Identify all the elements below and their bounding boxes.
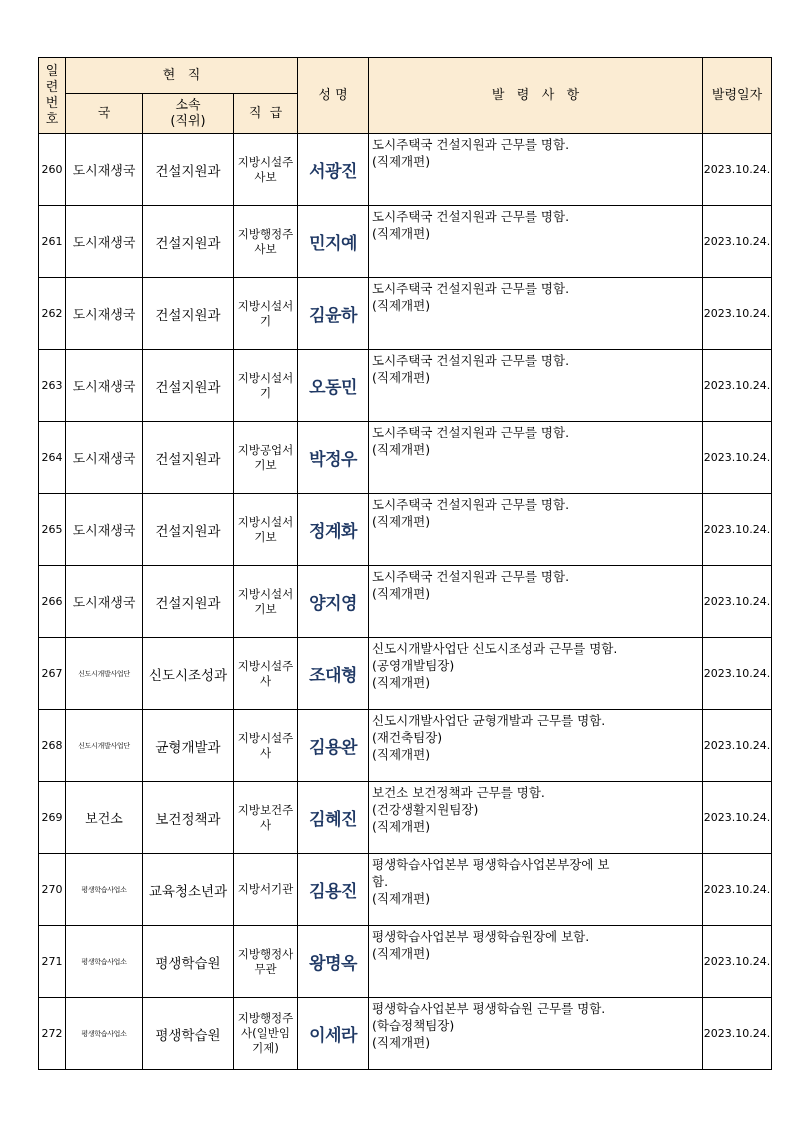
order-line: 도시주택국 건설지원과 근무를 명함. xyxy=(372,353,570,368)
affiliation-cell: 교육청소년과 xyxy=(143,854,234,926)
rank-line: 사 xyxy=(259,817,272,832)
rank-line: 지방행정주 xyxy=(237,226,294,241)
bureau-cell: 평생학습사업소 xyxy=(66,854,143,926)
order-line: (직제개편) xyxy=(372,154,431,169)
order-date-cell: 2023.10.24. xyxy=(703,566,772,638)
rank-line: 기보 xyxy=(254,529,277,544)
order-description-cell xyxy=(369,638,703,710)
serial-number-cell: 271 xyxy=(39,926,66,998)
serial-number-cell: 265 xyxy=(39,494,66,566)
bureau-cell: 평생학습사업소 xyxy=(66,998,143,1070)
order-date-cell: 2023.10.24. xyxy=(703,206,772,278)
rank-line: 지방시설주 xyxy=(237,658,294,673)
rank-line: 사보 xyxy=(254,241,277,256)
order-line: 평생학습사업본부 평생학습사업본부장에 보 xyxy=(372,857,610,872)
table-row xyxy=(39,782,772,854)
order-line: 도시주택국 건설지원과 근무를 명함. xyxy=(372,209,570,224)
table-row xyxy=(39,206,772,278)
order-line: (재건축팀장) xyxy=(372,730,443,745)
order-line: 신도시개발사업단 신도시조성과 근무를 명함. xyxy=(372,641,618,656)
order-line: (직제개편) xyxy=(372,675,431,690)
rank-cell xyxy=(234,278,298,350)
order-date-cell: 2023.10.24. xyxy=(703,638,772,710)
person-name-cell: 이세라 xyxy=(298,998,369,1070)
order-line: 도시주택국 건설지원과 근무를 명함. xyxy=(372,569,570,584)
bureau-cell: 도시재생국 xyxy=(66,494,143,566)
order-line: 신도시개발사업단 균형개발과 근무를 명함. xyxy=(372,713,606,728)
rank-line: 지방행정주 xyxy=(237,1011,294,1025)
rank-line: 지방시설주 xyxy=(237,154,294,169)
order-description-cell xyxy=(369,926,703,998)
person-name-cell: 김혜진 xyxy=(298,782,369,854)
bureau-cell: 도시재생국 xyxy=(66,422,143,494)
table-row xyxy=(39,854,772,926)
person-name-cell: 정계화 xyxy=(298,494,369,566)
table-row xyxy=(39,134,772,206)
table-row xyxy=(39,278,772,350)
affiliation-cell: 건설지원과 xyxy=(143,134,234,206)
order-line: (학습정책팀장) xyxy=(372,1018,455,1033)
table-row xyxy=(39,566,772,638)
rank-line: 사보 xyxy=(254,169,277,184)
person-name-cell: 양지영 xyxy=(298,566,369,638)
table-row xyxy=(39,638,772,710)
rank-line: 사 xyxy=(259,745,272,760)
order-description-cell xyxy=(369,494,703,566)
person-name-cell: 조대형 xyxy=(298,638,369,710)
rank-cell xyxy=(234,926,298,998)
bureau-cell: 보건소 xyxy=(66,782,143,854)
bureau-cell: 평생학습사업소 xyxy=(66,926,143,998)
bureau-cell: 신도시개발사업단 xyxy=(66,638,143,710)
serial-number-cell: 264 xyxy=(39,422,66,494)
affiliation-cell: 신도시조성과 xyxy=(143,638,234,710)
order-line: (직제개편) xyxy=(372,226,431,241)
order-line: 도시주택국 건설지원과 근무를 명함. xyxy=(372,497,570,512)
order-line: (건강생활지원팀장) xyxy=(372,802,479,817)
affiliation-cell: 건설지원과 xyxy=(143,206,234,278)
order-line: 도시주택국 건설지원과 근무를 명함. xyxy=(372,137,570,152)
affiliation-cell: 건설지원과 xyxy=(143,350,234,422)
serial-number-cell: 262 xyxy=(39,278,66,350)
order-line: 도시주택국 건설지원과 근무를 명함. xyxy=(372,425,570,440)
header-current-post: 현 직 xyxy=(66,58,298,94)
affiliation-cell: 건설지원과 xyxy=(143,494,234,566)
rank-cell xyxy=(234,998,298,1070)
order-line: (직제개편) xyxy=(372,298,431,313)
rank-line: 무관 xyxy=(254,961,277,976)
rank-line: 지방시설서 xyxy=(237,298,294,313)
order-description-cell xyxy=(369,998,703,1070)
table-row xyxy=(39,350,772,422)
serial-number-cell: 263 xyxy=(39,350,66,422)
rank-line: 지방시설서 xyxy=(237,370,294,385)
affiliation-cell: 건설지원과 xyxy=(143,566,234,638)
rank-line: 지방시설주 xyxy=(237,730,294,745)
person-name-cell: 왕명옥 xyxy=(298,926,369,998)
rank-cell xyxy=(234,710,298,782)
rank-line: 기제) xyxy=(252,1041,279,1055)
rank-cell xyxy=(234,566,298,638)
header-name: 성 명 xyxy=(298,58,369,134)
rank-cell xyxy=(234,134,298,206)
rank-cell xyxy=(234,854,298,926)
order-date-cell: 2023.10.24. xyxy=(703,926,772,998)
order-line: 평생학습사업본부 평생학습원 근무를 명함. xyxy=(372,1001,606,1016)
bureau-cell: 신도시개발사업단 xyxy=(66,710,143,782)
personnel-order-table xyxy=(38,57,772,1070)
order-line: (직제개편) xyxy=(372,514,431,529)
affiliation-cell: 균형개발과 xyxy=(143,710,234,782)
header-rank: 직 급 xyxy=(234,94,298,134)
serial-number-cell: 260 xyxy=(39,134,66,206)
bureau-cell: 도시재생국 xyxy=(66,278,143,350)
header-date: 발령일자 xyxy=(703,58,772,134)
table-row xyxy=(39,494,772,566)
affiliation-cell: 건설지원과 xyxy=(143,278,234,350)
order-description-cell xyxy=(369,350,703,422)
order-line: (공영개발팀장) xyxy=(372,658,455,673)
rank-line: 기보 xyxy=(254,601,277,616)
rank-line: 지방공업서 xyxy=(237,442,294,457)
rank-line: 기 xyxy=(259,313,272,328)
person-name-cell: 서광진 xyxy=(298,134,369,206)
header-bureau: 국 xyxy=(66,94,143,134)
order-line: (직제개편) xyxy=(372,946,431,961)
order-description-cell xyxy=(369,134,703,206)
order-description-cell xyxy=(369,854,703,926)
serial-number-cell: 266 xyxy=(39,566,66,638)
order-date-cell: 2023.10.24. xyxy=(703,134,772,206)
header-affiliation: 소속 (직위) xyxy=(143,94,234,134)
affiliation-cell: 보건정책과 xyxy=(143,782,234,854)
order-date-cell: 2023.10.24. xyxy=(703,854,772,926)
rank-cell xyxy=(234,638,298,710)
order-line: (직제개편) xyxy=(372,747,431,762)
table-row xyxy=(39,710,772,782)
affiliation-cell: 평생학습원 xyxy=(143,998,234,1070)
person-name-cell: 김용진 xyxy=(298,854,369,926)
order-line: 보건소 보건정책과 근무를 명함. xyxy=(372,785,545,800)
bureau-cell: 도시재생국 xyxy=(66,350,143,422)
affiliation-cell: 평생학습원 xyxy=(143,926,234,998)
rank-line: 기 xyxy=(259,385,272,400)
serial-number-cell: 267 xyxy=(39,638,66,710)
person-name-cell: 김용완 xyxy=(298,710,369,782)
table-row xyxy=(39,926,772,998)
order-description-cell xyxy=(369,422,703,494)
order-line: (직제개편) xyxy=(372,819,431,834)
person-name-cell: 김윤하 xyxy=(298,278,369,350)
rank-cell xyxy=(234,494,298,566)
person-name-cell: 민지예 xyxy=(298,206,369,278)
rank-line: 사(일반임 xyxy=(241,1026,290,1040)
rank-line: 지방행정사 xyxy=(237,946,294,961)
order-date-cell: 2023.10.24. xyxy=(703,350,772,422)
order-line: (직제개편) xyxy=(372,891,431,906)
order-date-cell: 2023.10.24. xyxy=(703,998,772,1070)
order-date-cell: 2023.10.24. xyxy=(703,494,772,566)
serial-number-cell: 268 xyxy=(39,710,66,782)
bureau-cell: 도시재생국 xyxy=(66,566,143,638)
serial-number-cell: 270 xyxy=(39,854,66,926)
order-description-cell xyxy=(369,278,703,350)
order-date-cell: 2023.10.24. xyxy=(703,278,772,350)
order-line: (직제개편) xyxy=(372,586,431,601)
serial-number-cell: 272 xyxy=(39,998,66,1070)
order-line: (직제개편) xyxy=(372,370,431,385)
order-description-cell xyxy=(369,206,703,278)
rank-line: 기보 xyxy=(254,457,277,472)
header-serial: 일 련 번 호 xyxy=(39,58,66,134)
rank-line: 지방시설서 xyxy=(237,586,294,601)
rank-line: 사 xyxy=(259,673,272,688)
rank-line: 지방보건주 xyxy=(237,802,294,817)
bureau-cell: 도시재생국 xyxy=(66,134,143,206)
bureau-cell: 도시재생국 xyxy=(66,206,143,278)
order-line: (직제개편) xyxy=(372,1035,431,1050)
order-line: (직제개편) xyxy=(372,442,431,457)
order-line: 함. xyxy=(372,874,389,889)
order-date-cell: 2023.10.24. xyxy=(703,710,772,782)
rank-cell xyxy=(234,782,298,854)
order-description-cell xyxy=(369,782,703,854)
serial-number-cell: 269 xyxy=(39,782,66,854)
affiliation-cell: 건설지원과 xyxy=(143,422,234,494)
order-date-cell: 2023.10.24. xyxy=(703,782,772,854)
serial-number-cell: 261 xyxy=(39,206,66,278)
header-order: 발 령 사 항 xyxy=(369,58,703,134)
person-name-cell: 오동민 xyxy=(298,350,369,422)
order-description-cell xyxy=(369,566,703,638)
person-name-cell: 박정우 xyxy=(298,422,369,494)
rank-line: 지방시설서 xyxy=(237,514,294,529)
order-line: 평생학습사업본부 평생학습원장에 보함. xyxy=(372,929,590,944)
order-line: 도시주택국 건설지원과 근무를 명함. xyxy=(372,281,570,296)
table-row xyxy=(39,998,772,1070)
order-date-cell: 2023.10.24. xyxy=(703,422,772,494)
rank-cell xyxy=(234,422,298,494)
order-description-cell xyxy=(369,710,703,782)
rank-cell xyxy=(234,206,298,278)
rank-line: 지방서기관 xyxy=(237,882,294,896)
table-row xyxy=(39,422,772,494)
rank-cell xyxy=(234,350,298,422)
